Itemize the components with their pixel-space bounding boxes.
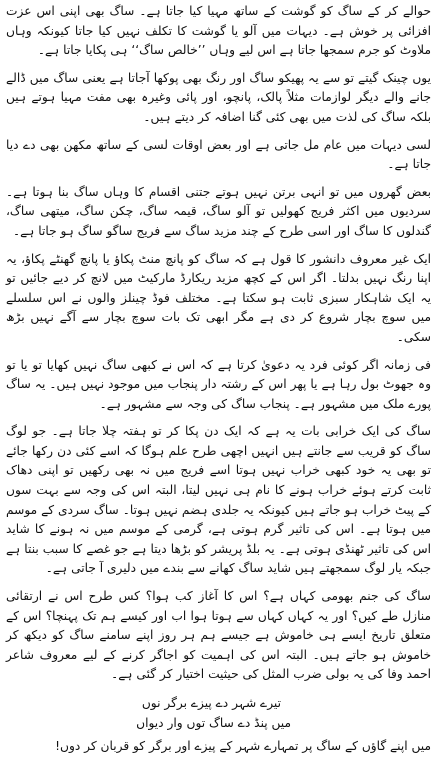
paragraph-3: لسی دیہات میں عام مل جاتی ہے اور بعض اوقات لسی کے ساتھ مکھن بھی دے دیا جاتا ہے۔	[6, 137, 431, 172]
paragraph-spacer	[6, 348, 431, 356]
verse-translation: میں اپنے گاؤں کے ساگ پر تمہارے شہر کے پیزے اور برگر کو قربان کر دوں!	[55, 739, 431, 753]
paragraph-7: ساگ کی ایک خرابی بات یہ ہے کہ ایک دن پکا کر تو ہفتہ چلا جاتا ہے۔ جو لوگ ساگ کو قریب سے جانتے ہیں انہیں اچھی طرح علم ہوگا کہ اسے کئی دن رکھا جائے تو بھی یہ خود کبھی خراب نہیں ہوتا اسے فریج میں نہ بھی رکھیں تو اپنی دھاک ثابت کرتے ہوئے خراب ہونے کا نام ہی نہیں لیتا، البتہ اس کی وجہ سے بہت سوں کے پیٹ خراب ہو جاتے ہیں کیونکہ یہ جلدی ہضم نہیں ہوتا۔ ساگ سردی کے موسم میں ہوتا ہے۔ اس کی تاثیر گرم ہوتی ہے، گرمی کے موسم میں نہ ہونے کا شاید اس کی تاثیر ٹھنڈی ہوتی ہے۔ یہ بلڈ پریشر کو بڑھا دیتا ہے جو غصے کا سبب بنتا ہے جبکہ یار لوگ سمجھتے ہیں شاید ساگ کھانے سے بندے میں دلیری آ جاتی ہے۔	[6, 424, 431, 576]
paragraph-1: حوالے کر کے ساگ کو گوشت کے ساتھ مہیا کیا جاتا ہے۔ ساگ بھی اپنی اس عزت افزائی پر خوش ہے۔ دیہات میں آلو یا گوشت کا تکلف نہیں کیا جاتا کیونکہ وہاں ملاوٹ کو جرم سمجھا جاتا ہے اس لیے وہاں ’’خالص ساگ‘‘ ہی پکایا جاتا ہے۔	[6, 4, 431, 58]
paragraph-spacer	[6, 61, 431, 69]
paragraph-5: ایک غیر معروف دانشور کا قول ہے کہ ساگ کو پانچ منٹ پکاؤ یا پانچ گھنٹے پکاؤ، یہ اپنا رنگ نہیں بدلتا۔ اگر اس کے کچھ مزید ریکارڈ مارکیٹ میں لانچ کر دیے جائیں تو یہ ایک شاہکار سبزی ثابت ہو سکتا ہے۔ مختلف فوڈ چینلز والوں نے اس سلسلے میں سوچ بچار شروع کر دی ہے مگر ابھی تک بات سوچ بچار سے آگے نہیں بڑھ سکی۔	[6, 251, 431, 344]
paragraph-4: بعض گھروں میں تو انہی برتن نہیں ہوتے جتنی اقسام کا وہاں ساگ بنا ہوتا ہے۔ سردیوں میں اکثر فریج کھولیں تو آلو ساگ، قیمہ ساگ، چکن ساگ، میتھی ساگ، گندلوں کا ساگ اور اسی طرح کے چند مزید ساگ سے فریج ساگو ساگ ہو جاتا ہے۔	[6, 184, 431, 238]
verse-line-2: میں پنڈ دے ساگ توں وار دیواں	[136, 716, 291, 730]
paragraph-spacer	[6, 414, 431, 422]
paragraph-8: ساگ کی جنم بھومی کہاں ہے؟ اس کا آغاز کب ہوا؟ کس طرح اس نے ارتقائی منازل طے کیں؟ اور یہ کہاں کہاں سے ہوتا ہوا اب اور کیسے ہم تک پہنچا؟ اس کے متعلق تاریخ ایسے ہی خاموش ہے جیسے ہم ہر روز اپنے سامنے ساگ کو دیکھ کر خاموش ہو جاتے ہیں۔ البتہ اس کی اہمیت کو اجاگر کرنے کے لیے معروف شاعر احمد وفا کی یہ بولی ضرب المثل کی حیثیت اختیار کر گئی ہے۔	[6, 589, 431, 682]
paragraph-spacer	[6, 128, 431, 136]
verse-line-1: تیرے شہر دے پیزے برگر نوں	[141, 696, 281, 710]
paragraph-spacer	[6, 579, 431, 587]
poem-verse	[6, 693, 431, 733]
paragraph-spacer	[6, 242, 431, 250]
paragraph-2: یوں چینک گیتے تو سے یہ پھیکو ساگ اور رنگ بھی پوکھا آجاتا ہے یعنی ساگ میں ڈالے جانے والے دیگر لوازمات مثلاً پالک، پانچو، اور پائی وغیرہ بھی مفت مہیا ہوتے ہیں بلکہ ساگ کی لذت میں بھی کئی گنا اضافہ کر دیتے ہیں۔	[6, 70, 431, 124]
paragraph-spacer	[6, 175, 431, 183]
paragraph-6: فی زمانہ اگر کوئی فرد یہ دعویٰ کرتا ہے کہ اس نے کبھی ساگ نہیں کھایا تو یا تو وہ جھوٹ بول رہا ہے یا پھر اس کے رشتہ دار پنجاب میں موجود نہیں ہیں۔ یہ ساگ پورے ملک میں مشہور ہے۔ پنجاب ساگ کی وجہ سے مشہور ہے۔	[6, 357, 431, 411]
